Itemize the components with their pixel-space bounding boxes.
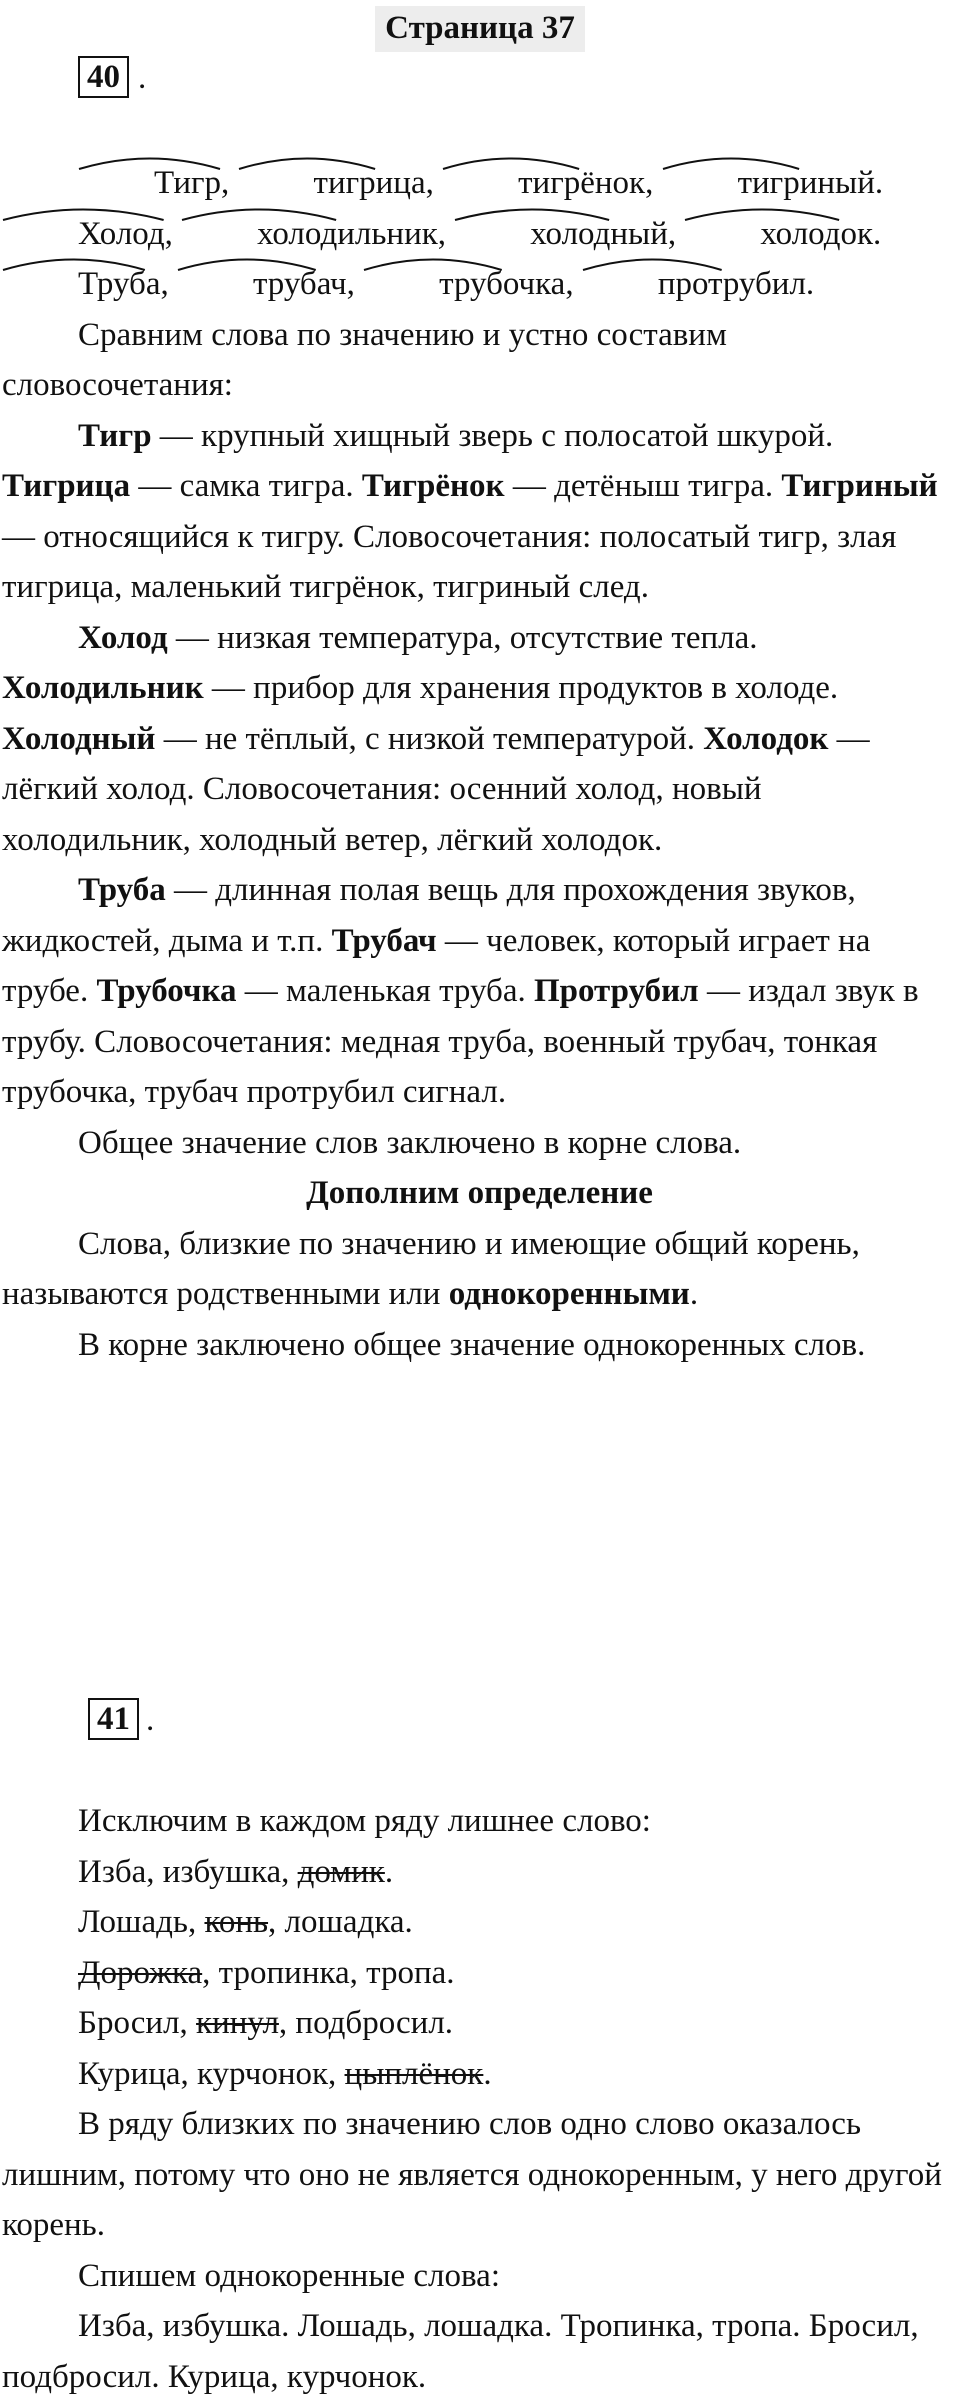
term-bold: однокоренными (448, 1276, 690, 1312)
paragraph-root-meaning: В корне заключено общее значение однокоренных слов. (78, 1326, 866, 1363)
struck-word: кинул (196, 2005, 279, 2041)
word-text: Холод (78, 215, 165, 252)
term-bold: Тигрёнок (361, 468, 505, 504)
word-text: холодный (530, 215, 668, 252)
definition-text: — относящийся к тигру. Словосочетания: полосатый тигр, злая тигрица, маленький тигрёнок, тигриный след. (2, 518, 897, 605)
term-bold: Тигрица (2, 468, 131, 504)
word-text: Тигр (154, 165, 222, 201)
root-arc-icon (238, 154, 376, 170)
exercise-number-41 (88, 1698, 139, 1740)
definition-text: — издал звук в трубу. Словосочетания: медная труба, военный трубач, тонкая трубочка, трубач протрубил сигнал. (2, 973, 919, 1110)
term-bold: Протрубил (533, 973, 699, 1009)
paragraph-answer: Изба, избушка. Лошадь, лошадка. Тропинка, тропа. Бросил, подбросил. Курица, курчонок. (2, 2308, 919, 2395)
term-bold: Тигр (78, 417, 152, 454)
root-arc-icon (454, 205, 610, 221)
paragraph-intro: Исключим в каждом ряду лишнее слово: (78, 1803, 651, 1839)
root-marked-word (181, 209, 438, 260)
struck-word: Дорожка (78, 1954, 203, 1991)
word-row-1 (2, 1847, 957, 1898)
paragraph-copy: Спишем однокоренные слова: (78, 2257, 500, 2294)
struck-word: домик (297, 1853, 385, 1890)
paragraph-compare: Сравним слова по значению и устно составим словосочетания: (2, 316, 727, 403)
definition-text: — детёныш тигра. (504, 468, 782, 504)
row-text: Бросил, (78, 2005, 197, 2041)
root-marked-word (582, 259, 814, 310)
root-marked-word (662, 158, 884, 209)
root-marked-word (78, 158, 221, 209)
root-word-rows: Тигр , тигрица , тигрёнок , тигриный. Холод , холодильник , холодный , холодок. Труба , трубач , трубочка , протрубил. (2, 158, 957, 310)
root-arc-icon (582, 255, 723, 271)
definition-text: Слова, близкие по значению и имеющие общий корень, называются родственными или (2, 1225, 860, 1312)
definition-text: — прибор для хранения продуктов в холоде. (203, 670, 839, 706)
row-text: Изба, избушка, (78, 1853, 298, 1890)
paragraph-definition (2, 1219, 957, 1320)
row-text: , лошадка. (268, 1904, 413, 1940)
definition-text: — самка тигра. (130, 468, 362, 504)
root-marked-word (363, 259, 565, 310)
word-text: тигрица (313, 165, 426, 201)
row-text: . (483, 2055, 492, 2092)
exercise-41-body (2, 1796, 957, 2402)
definition-text: — человек, который играет на трубе. (2, 922, 871, 1009)
root-marked-word (2, 259, 160, 310)
root-marked-word (177, 259, 347, 310)
row-text: . (384, 1853, 394, 1890)
row-text: , подбросил. (278, 2005, 454, 2041)
row-text: Курица, курчонок, (78, 2055, 345, 2092)
term-bold: Холодный (2, 720, 156, 757)
word-text: трубочка (439, 266, 566, 302)
root-marked-word (238, 158, 426, 209)
definition-text: — крупный хищный зверь с полосатой шкурой. (151, 417, 834, 454)
word-text: тигрёнок (518, 165, 646, 201)
root-arc-icon (363, 255, 503, 271)
row-text: , тропинка, тропа. (202, 1954, 455, 1991)
root-marked-word (442, 158, 645, 209)
root-arc-icon (78, 154, 221, 170)
root-arc-icon (442, 154, 580, 170)
root-arc-icon (177, 255, 317, 271)
definition-text: — не тёплый, с низкой температурой. (155, 720, 704, 757)
section-heading: Дополним определение (306, 1175, 653, 1211)
paragraph-truba (2, 865, 957, 1118)
word-row-3 (2, 1948, 957, 1999)
word-text: Труба (78, 266, 161, 302)
definition-text: . (689, 1276, 699, 1312)
word-row-2 (2, 1897, 957, 1948)
page-header (0, 6, 960, 52)
word-row-4 (2, 1998, 957, 2049)
struck-word: цыплёнок (344, 2055, 484, 2092)
definition-text: — лёгкий холод. Словосочетания: осенний холод, новый холодильник, холодный ветер, лёгкий холодок. (2, 720, 870, 858)
term-bold: Холодок (703, 720, 829, 757)
root-marked-word (2, 209, 165, 260)
word-text: протрубил. (657, 266, 815, 302)
word-text: холодильник (257, 215, 438, 252)
term-bold: Трубочка (96, 973, 237, 1009)
struck-word: конь (204, 1904, 269, 1940)
paragraph-common-meaning: Общее значение слов заключено в корне слова. (78, 1124, 742, 1161)
definition-text: — маленькая труба. (236, 973, 534, 1009)
root-marked-word (454, 209, 668, 260)
word-row-5 (2, 2049, 957, 2100)
paragraph-explanation: В ряду близких по значению слов одно слово оказалось лишним, потому что оно не является однокоренным, у него другой корень. (2, 2106, 942, 2243)
exercise-number-label: 41 (97, 1701, 130, 1737)
term-bold: Труба (78, 872, 166, 908)
row-text: Лошадь, (78, 1904, 205, 1940)
exercise-number-label: 40 (87, 59, 120, 95)
exercise-number-40 (78, 56, 129, 98)
word-text: трубач (252, 266, 347, 302)
root-arc-icon (2, 205, 165, 221)
word-text: тигриный. (737, 165, 884, 201)
definition-text: — длинная полая вещь для прохождения звуков, жидкостей, дыма и т.п. (2, 872, 856, 959)
definition-text: — низкая температура, отсутствие тепла. (167, 619, 758, 656)
root-arc-icon (181, 205, 337, 221)
term-bold: Холод (78, 619, 168, 656)
term-bold: Трубач (331, 922, 437, 959)
term-bold: Холодильник (2, 670, 204, 706)
paragraph-holod (2, 613, 957, 866)
root-arc-icon (684, 205, 840, 221)
paragraph-tigr (2, 411, 957, 613)
word-text: холодок. (760, 215, 882, 252)
root-arc-icon (2, 255, 146, 271)
exercise-40-body (2, 158, 957, 1370)
root-arc-icon (662, 154, 800, 170)
page-title: Страница 37 (375, 6, 585, 52)
root-marked-word (684, 209, 881, 260)
exercise-number-dot: . (146, 1702, 155, 1738)
term-bold: Тигриный (781, 468, 938, 504)
exercise-number-dot: . (138, 60, 147, 96)
